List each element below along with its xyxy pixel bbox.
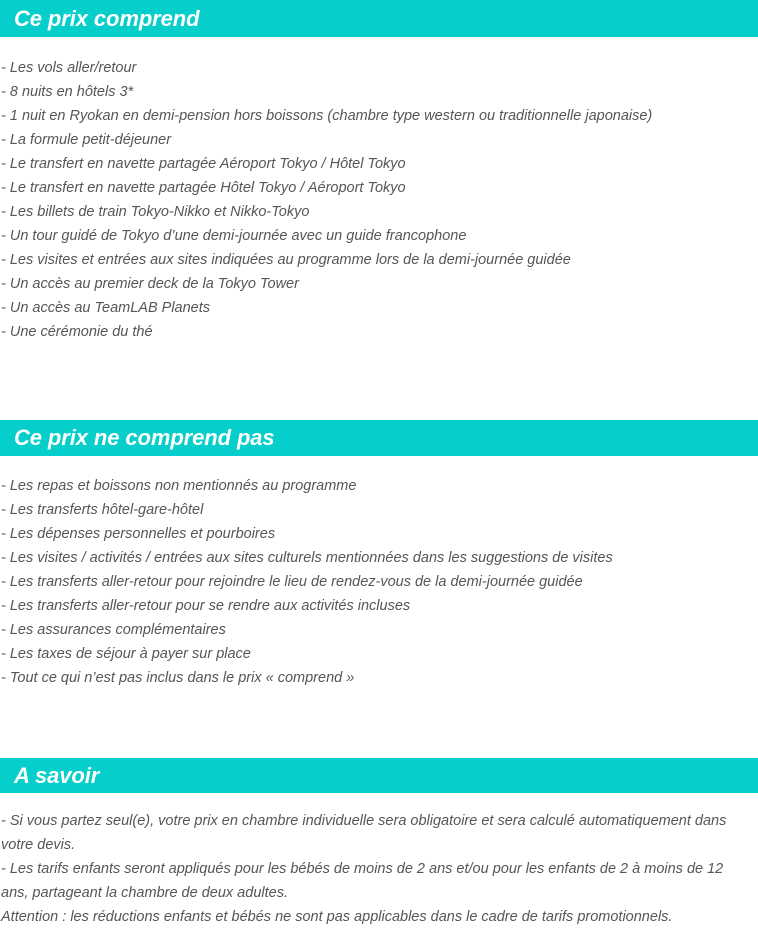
list-item: - 1 nuit en Ryokan en demi-pension hors boissons (chambre type western ou traditionnelle japonaise) bbox=[1, 108, 653, 124]
list-item: - Les vols aller/retour bbox=[1, 60, 137, 76]
list-item: - Les transferts aller-retour pour se rendre aux activités incluses bbox=[1, 598, 411, 614]
spacer bbox=[0, 690, 758, 758]
list-item: - Les visites et entrées aux sites indiquées au programme lors de la demi-journée guidée bbox=[1, 252, 571, 268]
section-title-not-included: Ce prix ne comprend pas bbox=[14, 425, 275, 450]
section-list-good-to-know bbox=[0, 809, 758, 929]
spacer bbox=[0, 793, 758, 809]
section-header-included bbox=[0, 0, 758, 37]
list-item: - Les dépenses personnelles et pourboires bbox=[1, 526, 276, 542]
spacer bbox=[0, 456, 758, 474]
spacer bbox=[0, 37, 758, 56]
section-list-not-included bbox=[0, 474, 758, 690]
section-list-included bbox=[0, 56, 758, 344]
list-item: - Tout ce qui n’est pas inclus dans le prix « comprend » bbox=[1, 670, 355, 686]
section-title-included: Ce prix comprend bbox=[14, 5, 200, 31]
list-item: - Les repas et boissons non mentionnés au programme bbox=[1, 478, 357, 494]
list-item: - Les visites / activités / entrées aux sites culturels mentionnées dans les suggestions de visites bbox=[1, 550, 613, 566]
list-item: - Un tour guidé de Tokyo d’une demi-journée avec un guide francophone bbox=[1, 228, 467, 244]
list-item: - Les tarifs enfants seront appliqués pour les bébés de moins de 2 ans et/ou pour les enfants de 2 à moins de 12 ans, partageant la chambre de deux adultes. bbox=[1, 861, 724, 901]
list-item: - Les billets de train Tokyo-Nikko et Nikko-Tokyo bbox=[1, 204, 310, 220]
list-item: - Les transferts aller-retour pour rejoindre le lieu de rendez-vous de la demi-journée guidée bbox=[1, 574, 583, 590]
list-item: - Le transfert en navette partagée Hôtel Tokyo / Aéroport Tokyo bbox=[1, 180, 406, 196]
list-item: - Une cérémonie du thé bbox=[1, 324, 153, 340]
section-header-not-included bbox=[0, 420, 758, 456]
section-title-good-to-know: A savoir bbox=[14, 762, 100, 788]
list-item: - Un accès au TeamLAB Planets bbox=[1, 300, 211, 316]
list-item: - Un accès au premier deck de la Tokyo Tower bbox=[1, 276, 299, 292]
list-item: - Les assurances complémentaires bbox=[1, 622, 226, 638]
spacer bbox=[0, 344, 758, 420]
list-item: - La formule petit-déjeuner bbox=[1, 132, 172, 148]
list-item: - Le transfert en navette partagée Aéroport Tokyo / Hôtel Tokyo bbox=[1, 156, 406, 172]
note-text: Attention : les réductions enfants et bébés ne sont pas applicables dans le cadre de tarifs promotionnels. bbox=[1, 909, 673, 925]
list-item: - 8 nuits en hôtels 3* bbox=[1, 84, 134, 100]
section-header-good-to-know bbox=[0, 758, 758, 793]
list-item: - Les taxes de séjour à payer sur place bbox=[1, 646, 251, 662]
list-item: - Les transferts hôtel-gare-hôtel bbox=[1, 502, 204, 518]
list-item: - Si vous partez seul(e), votre prix en chambre individuelle sera obligatoire et sera calculé automatiquement dans votre devis. bbox=[1, 813, 727, 853]
